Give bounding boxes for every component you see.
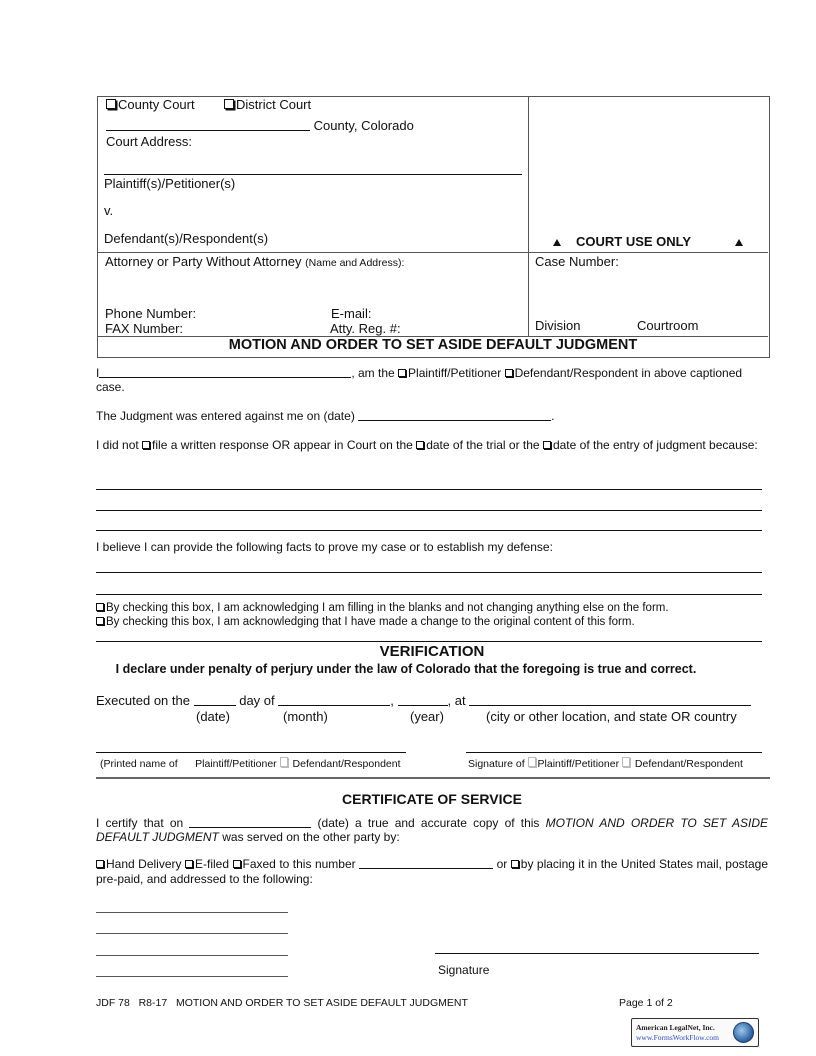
name-field[interactable] bbox=[99, 366, 351, 378]
courtroom-label: Courtroom bbox=[637, 318, 699, 333]
defendant-respondent-checkbox[interactable] bbox=[505, 369, 513, 377]
hand-delivery-checkbox[interactable] bbox=[96, 860, 104, 868]
plaintiff-petitioner-checkbox[interactable] bbox=[398, 369, 406, 377]
legalnet-logo bbox=[631, 1018, 759, 1047]
caption-divider bbox=[528, 97, 529, 336]
executed-day-field[interactable] bbox=[194, 694, 236, 706]
atty-reg-label: Atty. Reg. #: bbox=[330, 321, 401, 336]
address-line[interactable] bbox=[96, 933, 288, 934]
did-not-statement: I did not file a written response OR appear in Court on the date of the trial or the date of the entry of judgment because: bbox=[96, 438, 758, 452]
address-line[interactable] bbox=[96, 955, 288, 956]
signature-caption: Signature of Plaintiff/Petitioner Defendant/Respondent bbox=[468, 758, 743, 770]
plaintiff-label: Plaintiff(s)/Petitioner(s) bbox=[104, 176, 236, 191]
printed-plaintiff-checkbox[interactable] bbox=[280, 757, 288, 767]
division-label: Division bbox=[535, 318, 581, 333]
attorney-label: Attorney or Party Without Attorney bbox=[105, 254, 302, 269]
certificate-heading: CERTIFICATE OF SERVICE bbox=[342, 791, 522, 807]
address-line[interactable] bbox=[96, 976, 288, 977]
judgment-date-line: The Judgment was entered against me on (date) . bbox=[96, 409, 555, 423]
date-of-entry-checkbox[interactable] bbox=[543, 441, 551, 449]
form-identifier: JDF 78 R8-17 MOTION AND ORDER TO SET ASIDE DEFAULT JUDGMENT bbox=[96, 997, 468, 1009]
service-date-field[interactable] bbox=[189, 816, 311, 828]
phone-label: Phone Number: bbox=[105, 306, 197, 321]
signature-label: Signature bbox=[438, 963, 490, 977]
globe-icon bbox=[733, 1022, 754, 1043]
up-arrow-icon bbox=[553, 235, 561, 249]
executed-month-field[interactable] bbox=[278, 694, 390, 706]
fax-number-field[interactable] bbox=[359, 857, 493, 869]
case-number-label: Case Number: bbox=[535, 254, 619, 269]
county-line bbox=[106, 118, 414, 133]
versus-label: v. bbox=[104, 203, 114, 218]
acknowledge-blanks[interactable]: By checking this box, I am acknowledging I am filling in the blanks and not changing anything else on the form. bbox=[96, 602, 669, 614]
acknowledge-change[interactable]: By checking this box, I am acknowledging that I have made a change to the original content of this form. bbox=[96, 616, 635, 628]
logo-url: www.FormsWorkFlow.com bbox=[636, 1033, 720, 1042]
executed-year-field[interactable] bbox=[398, 694, 448, 706]
because-line[interactable] bbox=[96, 510, 762, 511]
county-court-option[interactable]: County Court bbox=[106, 97, 195, 112]
year-caption: (year) bbox=[410, 709, 444, 724]
verification-heading: VERIFICATION bbox=[379, 643, 485, 660]
acknowledge-blanks-checkbox[interactable] bbox=[96, 603, 104, 611]
county-court-checkbox[interactable] bbox=[106, 99, 116, 109]
divider-line bbox=[96, 641, 762, 642]
fax-label: FAX Number: bbox=[105, 321, 184, 336]
signature-line[interactable] bbox=[466, 752, 762, 753]
court-use-only-label: COURT USE ONLY bbox=[576, 234, 692, 249]
because-line[interactable] bbox=[96, 489, 762, 490]
address-line[interactable] bbox=[96, 912, 288, 913]
identity-statement: I , am the Plaintiff/Petitioner Defendant/Respondent in above captioned case. bbox=[96, 366, 743, 394]
facts-line[interactable] bbox=[96, 594, 762, 595]
county-name-field[interactable] bbox=[106, 119, 310, 131]
month-caption: (month) bbox=[283, 709, 328, 724]
file-response-checkbox[interactable] bbox=[142, 441, 150, 449]
certify-statement: I certify that on (date) a true and accurate copy of this MOTION AND ORDER TO SET ASIDE DEFAULT JUDGMENT was served on the other party by: bbox=[96, 816, 768, 844]
address-rule bbox=[104, 174, 522, 175]
service-signature-line[interactable] bbox=[435, 953, 759, 954]
mail-checkbox[interactable] bbox=[511, 860, 519, 868]
signature-defendant-checkbox[interactable] bbox=[622, 757, 630, 767]
acknowledge-change-checkbox[interactable] bbox=[96, 617, 104, 625]
verification-declaration: I declare under penalty of perjury under the law of Colorado that the foregoing is true and correct. bbox=[115, 662, 697, 676]
caption-row-divider bbox=[98, 252, 768, 253]
defendant-label: Defendant(s)/Respondent(s) bbox=[104, 231, 269, 246]
district-court-checkbox[interactable] bbox=[224, 99, 234, 109]
up-arrow-icon bbox=[735, 235, 743, 249]
date-of-trial-checkbox[interactable] bbox=[416, 441, 424, 449]
printed-name-line[interactable] bbox=[96, 752, 406, 753]
judgment-date-field[interactable] bbox=[358, 409, 551, 421]
district-court-option[interactable]: District Court bbox=[224, 97, 311, 112]
because-line[interactable] bbox=[96, 530, 762, 531]
believe-statement: I believe I can provide the following facts to prove my case or to establish my defense: bbox=[96, 540, 553, 554]
signature-plaintiff-checkbox[interactable] bbox=[528, 757, 536, 767]
executed-line: Executed on the day of , , at bbox=[96, 693, 751, 708]
attorney-line bbox=[105, 254, 404, 269]
court-address-label: Court Address: bbox=[106, 134, 192, 149]
county-colorado-label: County, Colorado bbox=[313, 118, 414, 133]
attorney-note: (Name and Address): bbox=[305, 257, 405, 269]
section-divider bbox=[96, 777, 770, 779]
facts-line[interactable] bbox=[96, 572, 762, 573]
faxed-checkbox[interactable] bbox=[233, 860, 241, 868]
executed-location-field[interactable] bbox=[469, 694, 751, 706]
date-caption: (date) bbox=[196, 709, 230, 724]
service-method: Hand Delivery E-filed Faxed to this number or by placing it in the United States mail, postage pre-paid, and addressed to the following: bbox=[96, 857, 769, 886]
email-label: E-mail: bbox=[331, 306, 372, 321]
printed-name-caption: (Printed name of Plaintiff/Petitioner Defendant/Respondent bbox=[100, 758, 401, 770]
page-number: Page 1 of 2 bbox=[619, 997, 673, 1009]
location-caption: (city or other location, and state OR country bbox=[486, 709, 737, 724]
page-title: MOTION AND ORDER TO SET ASIDE DEFAULT JUDGMENT bbox=[228, 337, 638, 353]
logo-company: American LegalNet, Inc. bbox=[636, 1023, 715, 1032]
efiled-checkbox[interactable] bbox=[185, 860, 193, 868]
